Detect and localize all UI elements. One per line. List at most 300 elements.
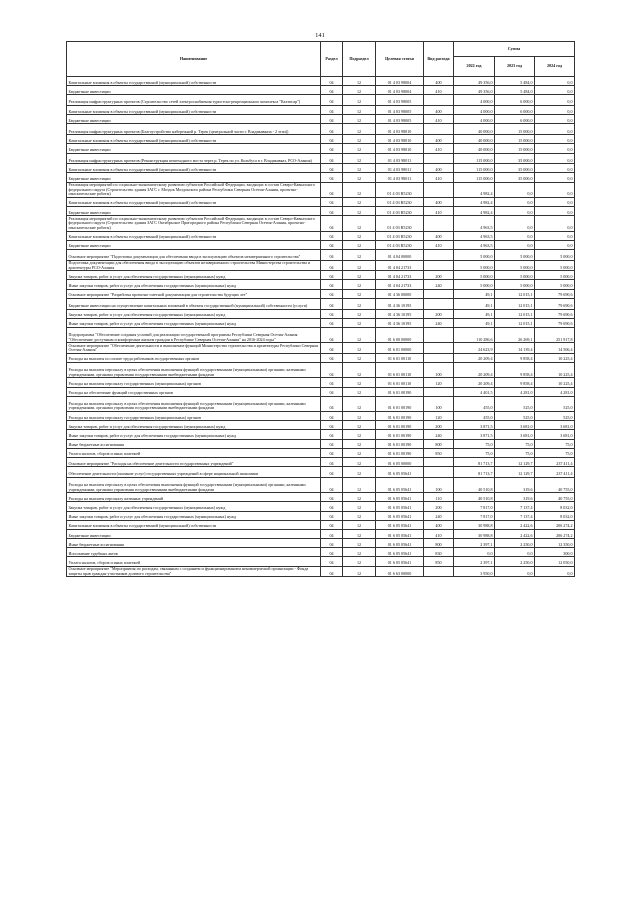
cell-exp-type — [424, 327, 454, 342]
cell-2024: 0,0 — [535, 135, 575, 144]
cell-target: 01 6 05 05641 — [376, 557, 424, 566]
cell-2024: 8 032,0 — [535, 502, 575, 511]
cell-2022: 115 000,0 — [454, 164, 495, 173]
cell-2022: 49 356,0 — [454, 86, 495, 95]
cell-target: 01 4 03 R5230 — [376, 182, 424, 197]
table-row — [67, 378, 575, 387]
cell-target: 01 6 05 05641 — [376, 493, 424, 502]
cell-2024: 5 000,0 — [535, 271, 575, 280]
cell-name: Исполнение судебных актов — [67, 548, 321, 557]
table-row — [67, 448, 575, 457]
cell-target: 01 4 04 21733 — [376, 271, 424, 280]
table-row — [67, 557, 575, 566]
cell-2023: 319,6 — [495, 477, 535, 492]
cell-2022: 4 963,5 — [454, 240, 495, 249]
cell-name: Бюджетные инвестиции — [67, 173, 321, 182]
cell-2024: 0,0 — [535, 95, 575, 106]
cell-section: 04 — [321, 327, 343, 342]
cell-exp-type: 410 — [424, 207, 454, 216]
cell-section: 04 — [321, 280, 343, 289]
cell-2023: 5 000,0 — [495, 280, 535, 289]
cell-2022: 3 950,0 — [454, 566, 495, 577]
cell-target: 01 4 03 98010 — [376, 144, 424, 153]
cell-subsection: 12 — [343, 173, 376, 182]
cell-2022: 49,1 — [454, 309, 495, 318]
cell-target: 01 6 05 05641 — [376, 477, 424, 492]
cell-2023: 15 000,0 — [495, 124, 535, 135]
cell-subsection: 12 — [343, 144, 376, 153]
table-row — [67, 412, 575, 421]
cell-section: 04 — [321, 520, 343, 529]
cell-section: 04 — [321, 182, 343, 197]
table-row — [67, 430, 575, 439]
table-row — [67, 249, 575, 260]
cell-target: 01 4 03 R5230 — [376, 207, 424, 216]
cell-exp-type: 400 — [424, 231, 454, 240]
header-2024: 2024 год — [535, 57, 575, 77]
cell-2024: 0,0 — [535, 197, 575, 206]
cell-subsection: 12 — [343, 439, 376, 448]
cell-exp-type — [424, 387, 454, 396]
cell-exp-type: 400 — [424, 197, 454, 206]
table-row — [67, 153, 575, 164]
cell-section: 04 — [321, 457, 343, 466]
table-row — [67, 477, 575, 492]
cell-target: 01 6 01 00190 — [376, 430, 424, 439]
cell-subsection: 12 — [343, 412, 376, 421]
header-exp-type: Вид расхода — [424, 42, 454, 77]
cell-2022: 5 000,0 — [454, 280, 495, 289]
cell-section: 04 — [321, 343, 343, 354]
cell-target: 01 6 01 00190 — [376, 396, 424, 411]
table-row — [67, 511, 575, 520]
cell-2024: 79 690,6 — [535, 318, 575, 327]
cell-subsection: 12 — [343, 529, 376, 538]
cell-2022: 49,1 — [454, 289, 495, 298]
cell-2023: 5 000,0 — [495, 249, 535, 260]
cell-2022: 4 963,5 — [454, 231, 495, 240]
cell-name: Бюджетные инвестиции — [67, 207, 321, 216]
cell-2023: 14 139,4 — [495, 343, 535, 354]
cell-2024: 10 225,4 — [535, 353, 575, 362]
cell-2023: 35 000,0 — [495, 164, 535, 173]
cell-2022: 20 209,4 — [454, 353, 495, 362]
table-row — [67, 387, 575, 396]
cell-target: 01 4 03 98005 — [376, 106, 424, 115]
cell-name: Иные бюджетные ассигнования — [67, 539, 321, 548]
cell-name: Реализация мероприятий по социально-экономическому развитию субъектов Российской Федерации, входящих в состав Северо-Кавказского федерального округа (Строительство здания ЗАГС г. Моздок Моздокского района Республики Северная Осетия-Алания, проектно-изыскательские работы) — [67, 182, 321, 197]
cell-subsection: 12 — [343, 260, 376, 271]
cell-name: Расходы на выплаты по оплате труда работников государственных органов — [67, 353, 321, 362]
cell-target: 01 4 03 98011 — [376, 173, 424, 182]
cell-target: 01 4 03 R5230 — [376, 216, 424, 231]
header-2023: 2023 год — [495, 57, 535, 77]
cell-section: 04 — [321, 271, 343, 280]
cell-2022: 455,0 — [454, 396, 495, 411]
cell-target: 01 4 03 98010 — [376, 124, 424, 135]
cell-exp-type: 830 — [424, 548, 454, 557]
table-row — [67, 467, 575, 478]
cell-subsection: 12 — [343, 396, 376, 411]
cell-2023: 75,0 — [495, 448, 535, 457]
cell-target: 01 6 05 05641 — [376, 467, 424, 478]
cell-exp-type — [424, 182, 454, 197]
cell-name: Бюджетные инвестиции — [67, 115, 321, 124]
cell-section: 04 — [321, 378, 343, 387]
header-subsection: Подраздел — [343, 42, 376, 77]
cell-target: 01 4 03 R5230 — [376, 231, 424, 240]
cell-2023: 0,0 — [495, 207, 535, 216]
cell-2024: 0,0 — [535, 86, 575, 95]
cell-2023: 7 137,4 — [495, 502, 535, 511]
cell-2024: 12 050,0 — [535, 557, 575, 566]
cell-section: 04 — [321, 249, 343, 260]
cell-2023: 3 681,0 — [495, 430, 535, 439]
cell-2022: 49,1 — [454, 298, 495, 309]
cell-2023: 12 015,1 — [495, 298, 535, 309]
table-row — [67, 182, 575, 197]
cell-target: 01 6 05 05641 — [376, 548, 424, 557]
cell-section: 04 — [321, 164, 343, 173]
cell-2023: 35 000,0 — [495, 153, 535, 164]
cell-2022: 4 982,4 — [454, 197, 495, 206]
cell-section: 04 — [321, 557, 343, 566]
cell-exp-type: 200 — [424, 502, 454, 511]
cell-2024: 0,0 — [535, 77, 575, 86]
cell-name: Закупка товаров, работ и услуг для обеспечения государственных (муниципальных) нужд — [67, 309, 321, 318]
cell-subsection: 12 — [343, 298, 376, 309]
cell-subsection: 12 — [343, 153, 376, 164]
cell-exp-type: 400 — [424, 520, 454, 529]
cell-2022: 7 817,0 — [454, 511, 495, 520]
cell-exp-type: 410 — [424, 86, 454, 95]
cell-exp-type: 850 — [424, 557, 454, 566]
cell-section: 04 — [321, 260, 343, 271]
cell-target: 01 6 01 00190 — [376, 448, 424, 457]
cell-section: 04 — [321, 548, 343, 557]
cell-section: 04 — [321, 77, 343, 86]
cell-exp-type — [424, 566, 454, 577]
cell-exp-type: 200 — [424, 421, 454, 430]
cell-subsection: 12 — [343, 207, 376, 216]
cell-subsection: 12 — [343, 280, 376, 289]
cell-subsection: 12 — [343, 363, 376, 378]
cell-2023: 0,0 — [495, 197, 535, 206]
cell-2024: 0,0 — [535, 231, 575, 240]
cell-2022: 110 286,6 — [454, 327, 495, 342]
cell-target: 01 4 36 10195 — [376, 298, 424, 309]
cell-exp-type — [424, 153, 454, 164]
cell-2024: 525,0 — [535, 412, 575, 421]
cell-exp-type: 400 — [424, 106, 454, 115]
cell-exp-type — [424, 343, 454, 354]
cell-2024: 0,0 — [535, 164, 575, 173]
cell-exp-type — [424, 298, 454, 309]
cell-exp-type: 200 — [424, 309, 454, 318]
table-row — [67, 231, 575, 240]
cell-2024: 251 917,8 — [535, 327, 575, 342]
table-row — [67, 309, 575, 318]
cell-name: Бюджетные инвестиции — [67, 529, 321, 538]
cell-2024: 0,0 — [535, 240, 575, 249]
cell-2024: 206 274,2 — [535, 529, 575, 538]
cell-2022: 40 510,8 — [454, 493, 495, 502]
cell-2023: 2 422,6 — [495, 520, 535, 529]
cell-subsection: 12 — [343, 135, 376, 144]
cell-2024: 79 690,6 — [535, 298, 575, 309]
cell-exp-type: 120 — [424, 378, 454, 387]
cell-name: Иные закупки товаров, работ и услуг для обеспечения государственных (муниципальных) нужд — [67, 280, 321, 289]
cell-section: 04 — [321, 363, 343, 378]
cell-target: 01 4 36 10195 — [376, 318, 424, 327]
table-row — [67, 173, 575, 182]
cell-section: 04 — [321, 467, 343, 478]
cell-subsection: 12 — [343, 164, 376, 173]
cell-section: 04 — [321, 144, 343, 153]
cell-name: Расходы на выплаты персоналу в целях обеспечения выполнения функций государственными (муниципальными) органами, казенными учреждениями, органами управления государственными внебюджетными фондами — [67, 477, 321, 492]
cell-section: 04 — [321, 318, 343, 327]
cell-exp-type: 100 — [424, 477, 454, 492]
cell-2022: 40 510,8 — [454, 477, 495, 492]
cell-name: Уплата налогов, сборов и иных платежей — [67, 557, 321, 566]
cell-subsection: 12 — [343, 520, 376, 529]
cell-target: 01 6 01 00190 — [376, 421, 424, 430]
table-body — [67, 77, 575, 577]
cell-2024: 0,0 — [535, 216, 575, 231]
cell-subsection: 12 — [343, 318, 376, 327]
table-row — [67, 164, 575, 173]
cell-2022: 5 000,0 — [454, 249, 495, 260]
cell-target: 01 6 01 00190 — [376, 387, 424, 396]
cell-2022: 40 000,0 — [454, 124, 495, 135]
cell-name: Основное мероприятие "Расходы на обеспечение деятельности государственных учреждений" — [67, 457, 321, 466]
cell-section: 04 — [321, 86, 343, 95]
cell-subsection: 12 — [343, 197, 376, 206]
cell-2022: 115 000,0 — [454, 173, 495, 182]
cell-2022: 75,0 — [454, 439, 495, 448]
table-row — [67, 548, 575, 557]
table-row — [67, 421, 575, 430]
cell-subsection: 12 — [343, 240, 376, 249]
cell-2024: 3 681,0 — [535, 421, 575, 430]
table-row — [67, 197, 575, 206]
cell-exp-type: 400 — [424, 164, 454, 173]
cell-target: 01 6 05 00000 — [376, 457, 424, 466]
cell-2024: 0,0 — [535, 124, 575, 135]
cell-subsection: 12 — [343, 353, 376, 362]
cell-2023: 5 484,0 — [495, 86, 535, 95]
cell-name: Иные закупки товаров, работ и услуг для обеспечения государственных (муниципальных) нужд — [67, 430, 321, 439]
cell-2022: 30 988,8 — [454, 529, 495, 538]
header-2022: 2022 год — [454, 57, 495, 77]
cell-target: 01 4 03 98004 — [376, 86, 424, 95]
cell-2022: 4 401,5 — [454, 387, 495, 396]
table-row — [67, 363, 575, 378]
cell-2023: 0,0 — [495, 240, 535, 249]
cell-2022: 2 397,1 — [454, 557, 495, 566]
cell-2022: 20 209,4 — [454, 363, 495, 378]
cell-2024: 75,0 — [535, 439, 575, 448]
cell-2022: 20 209,4 — [454, 378, 495, 387]
cell-target: 01 6 63 00000 — [376, 566, 424, 577]
cell-name: Капитальные вложения в объекты государственной (муниципальной) собственности — [67, 77, 321, 86]
cell-section: 04 — [321, 207, 343, 216]
cell-exp-type — [424, 216, 454, 231]
cell-target: 01 4 03 98005 — [376, 115, 424, 124]
cell-subsection: 12 — [343, 448, 376, 457]
cell-2022: 115 000,0 — [454, 153, 495, 164]
cell-name: Закупка товаров, работ и услуг для обеспечения государственных (муниципальных) нужд — [67, 271, 321, 280]
cell-exp-type: 240 — [424, 430, 454, 439]
cell-subsection: 12 — [343, 467, 376, 478]
cell-name: Закупка товаров, работ и услуг для обеспечения государственных (муниципальных) нужд — [67, 421, 321, 430]
cell-exp-type: 410 — [424, 173, 454, 182]
cell-2022: 40 000,0 — [454, 144, 495, 153]
cell-name: Капитальные вложения в объекты государственной (муниципальной) собственности — [67, 135, 321, 144]
cell-exp-type: 240 — [424, 280, 454, 289]
table-row — [67, 135, 575, 144]
cell-section: 04 — [321, 566, 343, 577]
cell-subsection: 12 — [343, 421, 376, 430]
table-row — [67, 520, 575, 529]
cell-target: 01 6 05 05641 — [376, 529, 424, 538]
table-row — [67, 298, 575, 309]
cell-section: 04 — [321, 289, 343, 298]
cell-name: Основное мероприятие "Подготовка документации для обеспечения ввода в эксплуатацию объектов незавершенного строительства" — [67, 249, 321, 260]
cell-exp-type: 110 — [424, 493, 454, 502]
table-row — [67, 144, 575, 153]
cell-exp-type: 410 — [424, 115, 454, 124]
cell-name: Бюджетные инвестиции — [67, 86, 321, 95]
cell-2024: 5 000,0 — [535, 280, 575, 289]
cell-name: Основное мероприятие "Мероприятия по расходам, связанным с созданием и функционированием некоммерческой организации - Фонда защиты прав граждан-участников долевого строительства" — [67, 566, 321, 577]
cell-2023: 0,0 — [495, 216, 535, 231]
cell-section: 04 — [321, 197, 343, 206]
cell-subsection: 12 — [343, 271, 376, 280]
cell-subsection: 12 — [343, 124, 376, 135]
cell-subsection: 12 — [343, 539, 376, 548]
table-row — [67, 439, 575, 448]
cell-2024: 10 225,4 — [535, 363, 575, 378]
cell-exp-type: 200 — [424, 271, 454, 280]
cell-exp-type — [424, 124, 454, 135]
cell-name: Уплата налогов, сборов и иных платежей — [67, 448, 321, 457]
cell-2024: 0,0 — [535, 207, 575, 216]
cell-name: Основное мероприятие "Разработка проектно-сметной документации для строительства будущих лет" — [67, 289, 321, 298]
cell-2024: 40 755,0 — [535, 493, 575, 502]
cell-2024: 75,0 — [535, 448, 575, 457]
cell-2023: 7 137,4 — [495, 511, 535, 520]
cell-2022: 4 982,4 — [454, 182, 495, 197]
table-row — [67, 353, 575, 362]
cell-name: Расходы на выплаты персоналу в целях обеспечения выполнения функций государственными (муниципальными) органами, казенными учреждениями, органами управления государственными внебюджетными фондами — [67, 363, 321, 378]
cell-2023: 6 000,0 — [495, 115, 535, 124]
cell-subsection: 12 — [343, 182, 376, 197]
cell-subsection: 12 — [343, 327, 376, 342]
cell-2023: 5 484,0 — [495, 77, 535, 86]
cell-target: 01 6 01 00110 — [376, 363, 424, 378]
cell-target: 01 4 04 21733 — [376, 260, 424, 271]
cell-subsection: 12 — [343, 106, 376, 115]
cell-name: Расходы на выплаты персоналу в целях обеспечения выполнения функций государственными (муниципальными) органами, казенными учреждениями, органами управления государственными внебюджетными фондами — [67, 396, 321, 411]
cell-exp-type — [424, 249, 454, 260]
cell-name: Расходы на выплаты персоналу государственных (муниципальных) органов — [67, 412, 321, 421]
cell-target: 01 4 03 R5230 — [376, 240, 424, 249]
cell-exp-type: 240 — [424, 318, 454, 327]
cell-section: 04 — [321, 135, 343, 144]
table-row — [67, 529, 575, 538]
cell-2022: 81 713,7 — [454, 467, 495, 478]
cell-2024: 0,0 — [535, 115, 575, 124]
cell-2024: 14 506,4 — [535, 343, 575, 354]
table-row — [67, 115, 575, 124]
header-sum: Сумма — [454, 42, 575, 57]
cell-target: 01 6 01 00000 — [376, 343, 424, 354]
cell-2024: 237 411,4 — [535, 467, 575, 478]
cell-2023: 12 015,1 — [495, 318, 535, 327]
cell-name: Иные бюджетные ассигнования — [67, 439, 321, 448]
cell-2024: 5 000,0 — [535, 260, 575, 271]
cell-2024: 300,0 — [535, 548, 575, 557]
cell-2022: 5 000,0 — [454, 271, 495, 280]
cell-target: 01 4 03 98005 — [376, 95, 424, 106]
cell-section: 04 — [321, 477, 343, 492]
cell-2023: 12 015,1 — [495, 289, 535, 298]
table-row — [67, 493, 575, 502]
cell-target: 01 6 01 00190 — [376, 412, 424, 421]
cell-2023: 9 858,4 — [495, 378, 535, 387]
cell-target: 01 4 03 98011 — [376, 164, 424, 173]
cell-subsection: 12 — [343, 115, 376, 124]
cell-section: 04 — [321, 387, 343, 396]
cell-exp-type — [424, 467, 454, 478]
cell-2023: 0,0 — [495, 566, 535, 577]
cell-2023: 6 000,0 — [495, 106, 535, 115]
cell-name: Основное мероприятие "Обеспечение деятельности и выполнение функций Министерства строительства и архитектуры Республики Северная Осетия-Алания" — [67, 343, 321, 354]
cell-subsection: 12 — [343, 249, 376, 260]
table-row — [67, 566, 575, 577]
table-row — [67, 318, 575, 327]
cell-name: Подготовка документации для обеспечения ввода в эксплуатацию объектов незавершенного строительства Министерства строительства и архитектуры РСО-Алания — [67, 260, 321, 271]
cell-2024: 3 681,0 — [535, 430, 575, 439]
cell-subsection: 12 — [343, 457, 376, 466]
cell-name: Капитальные вложения в объекты государственной (муниципальной) собственности — [67, 106, 321, 115]
cell-2023: 3 681,0 — [495, 421, 535, 430]
cell-section: 04 — [321, 309, 343, 318]
cell-section: 04 — [321, 115, 343, 124]
cell-section: 04 — [321, 173, 343, 182]
cell-2024: 4 281,0 — [535, 387, 575, 396]
cell-2024: 0,0 — [535, 566, 575, 577]
cell-exp-type: 100 — [424, 363, 454, 378]
cell-target: 01 4 04 21733 — [376, 280, 424, 289]
cell-subsection: 12 — [343, 378, 376, 387]
cell-subsection: 12 — [343, 309, 376, 318]
cell-2022: 5 000,0 — [454, 260, 495, 271]
cell-subsection: 12 — [343, 430, 376, 439]
cell-target: 01 4 03 98011 — [376, 153, 424, 164]
cell-2022: 30 988,8 — [454, 520, 495, 529]
cell-target: 01 4 36 00000 — [376, 289, 424, 298]
cell-2023: 15 000,0 — [495, 135, 535, 144]
cell-target: 01 6 01 00110 — [376, 378, 424, 387]
table-row — [67, 77, 575, 86]
cell-2024: 0,0 — [535, 173, 575, 182]
cell-2023: 4 281,0 — [495, 387, 535, 396]
table-row — [67, 124, 575, 135]
cell-name: Реализация инфраструктурных проектов (Реконструкция пешеходного моста через р. Терек по ул. Кольбуса в г. Владикавказ, РСО-Алания) — [67, 153, 321, 164]
cell-2023: 75,0 — [495, 439, 535, 448]
